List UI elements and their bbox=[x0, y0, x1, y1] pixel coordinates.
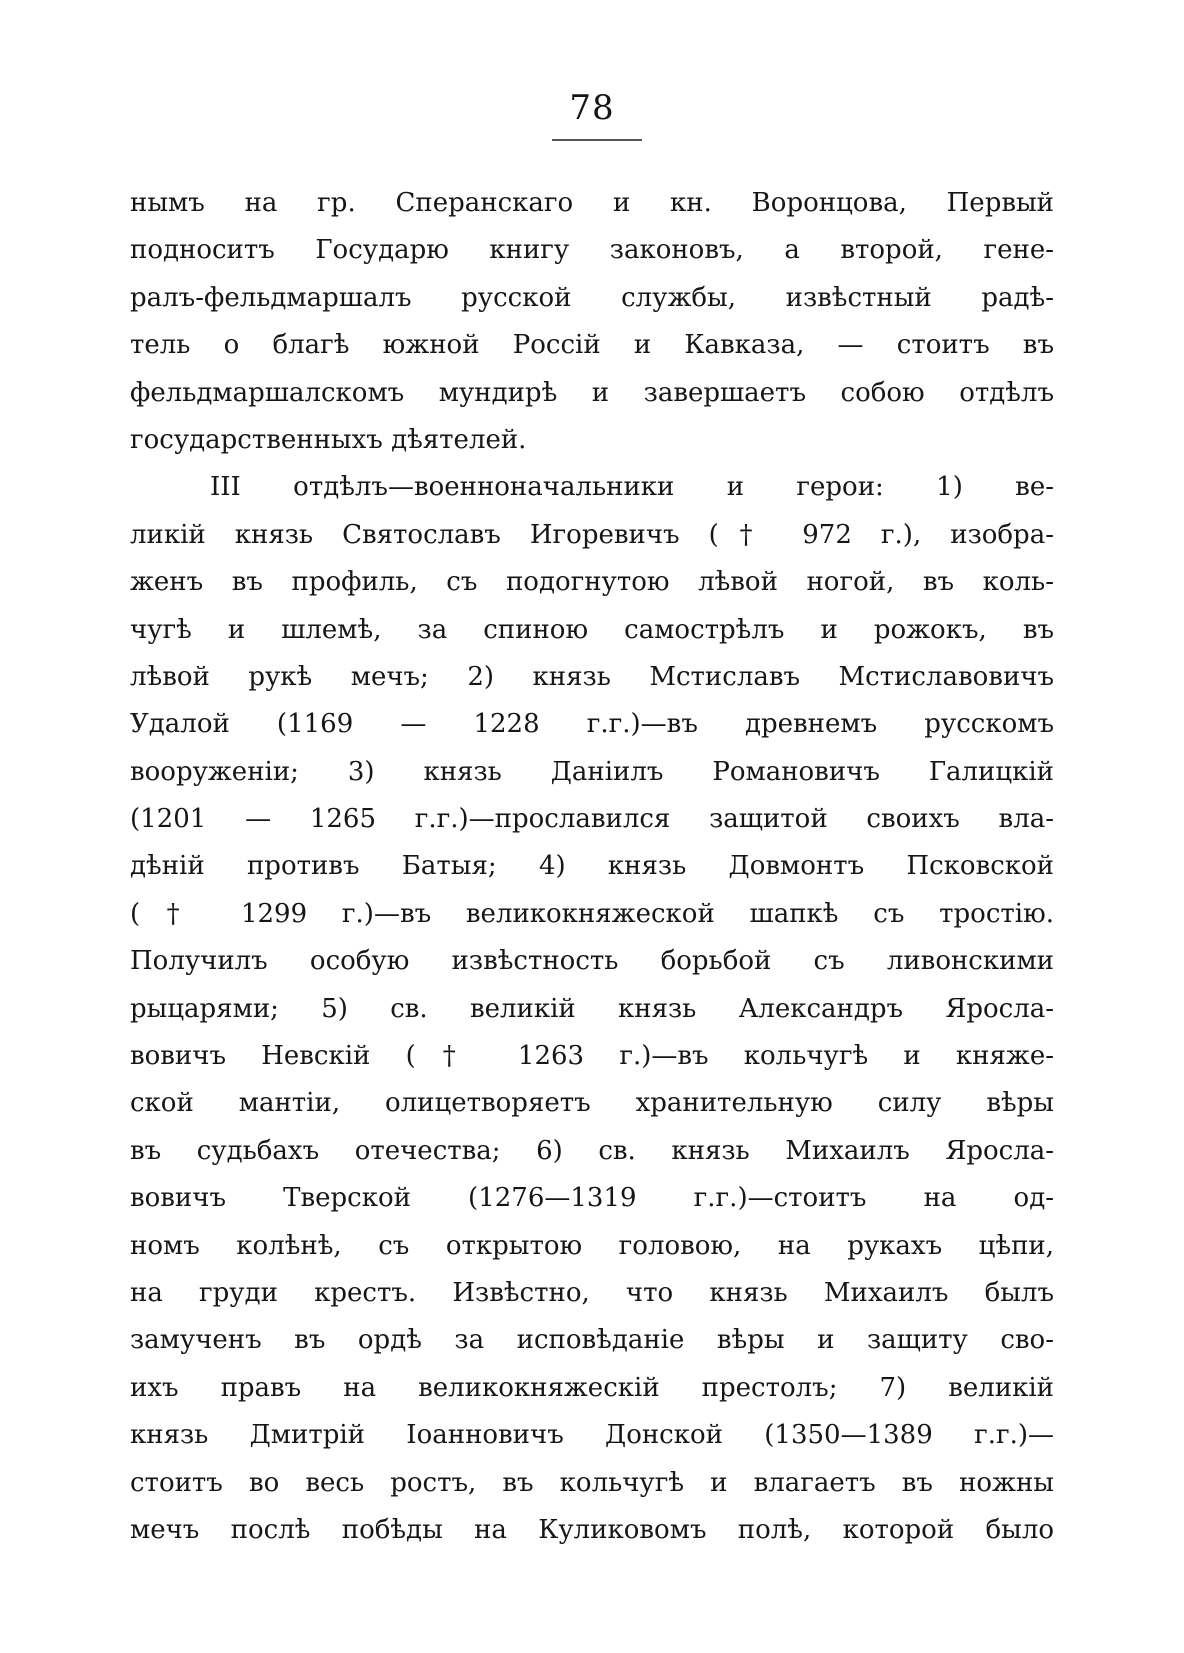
text-line: ралъ-фельдмаршалъ русской службы, извѣстный радѣ- bbox=[130, 282, 1054, 313]
text-line: вовичъ Тверской (1276—1319 г.г.)—стоитъ на од- bbox=[130, 1183, 1054, 1214]
text-line: подноситъ Государю книгу законовъ, а второй, гене- bbox=[130, 235, 1054, 266]
text-line: мечъ послѣ побѣды на Куликовомъ полѣ, которой было bbox=[130, 1514, 1054, 1545]
text-line: дѣній противъ Батыя; 4) князь Довмонтъ Псковской bbox=[130, 851, 1054, 882]
text-line: ихъ правъ на великокняжескій престолъ; 7) великій bbox=[130, 1372, 1054, 1403]
text-line: женъ въ профиль, съ подогнутою лѣвой ногой, въ коль- bbox=[130, 567, 1054, 598]
text-line: ликій князь Святославъ Игоревичъ († 972 г.), изобра- bbox=[130, 519, 1054, 550]
text-line: ской мантіи, олицетворяетъ хранительную силу вѣры bbox=[130, 1088, 1054, 1119]
text-line: Удалой (1169 — 1228 г.г.)—въ древнемъ русскомъ bbox=[130, 709, 1054, 740]
text-line: вооруженіи; 3) князь Даніилъ Романовичъ Галицкій bbox=[130, 756, 1054, 787]
text-line: номъ колѣнѣ, съ открытою головою, на рукахъ цѣпи, bbox=[130, 1230, 1054, 1261]
text-line: въ судьбахъ отечества; 6) св. князь Михаилъ Яросла- bbox=[130, 1135, 1054, 1166]
text-line: (1201 — 1265 г.г.)—прославился защитой своихъ вла- bbox=[130, 804, 1054, 835]
text-line: замученъ въ ордѣ за исповѣданіе вѣры и защиту сво- bbox=[130, 1325, 1054, 1356]
text-line: († 1299 г.)—въ великокняжеской шапкѣ съ тростію. bbox=[130, 898, 1054, 929]
text-line: лѣвой рукѣ мечъ; 2) князь Мстиславъ Мстиславовичъ bbox=[130, 661, 1054, 692]
text-line: вовичъ Невскій († 1263 г.)—въ кольчугѣ и княже- bbox=[130, 1041, 1054, 1072]
text-line: фельдмаршалскомъ мундирѣ и завершаетъ собою отдѣлъ bbox=[130, 377, 1054, 408]
text-line: стоитъ во весь ростъ, въ кольчугѣ и влагаетъ въ ножны bbox=[130, 1467, 1054, 1498]
text-body bbox=[130, 180, 1054, 1554]
page-number-rule bbox=[552, 139, 642, 141]
text-line: чугѣ и шлемѣ, за спиною самострѣлъ и рожокъ, въ bbox=[130, 614, 1054, 645]
text-line: государственныхъ дѣятелей. bbox=[130, 424, 527, 455]
page-number: 78 bbox=[569, 88, 615, 128]
text-line: князь Дмитрій Іоанновичъ Донской (1350—1389 г.г.)— bbox=[130, 1420, 1054, 1451]
text-line: рыцарями; 5) св. великій князь Александръ Яросла- bbox=[130, 993, 1054, 1024]
text-line: на груди крестъ. Извѣстно, что князь Михаилъ былъ bbox=[130, 1277, 1054, 1308]
text-line: тель о благѣ южной Россій и Кавказа, — стоитъ въ bbox=[130, 330, 1054, 361]
text-line: нымъ на гр. Сперанскаго и кн. Воронцова, Первый bbox=[130, 188, 1054, 218]
paragraph-first-line: III отдѣлъ—военноначальники и герои: 1) ве- bbox=[210, 472, 1054, 503]
text-line: Получилъ особую извѣстность борьбой съ ливонскими bbox=[130, 946, 1054, 977]
